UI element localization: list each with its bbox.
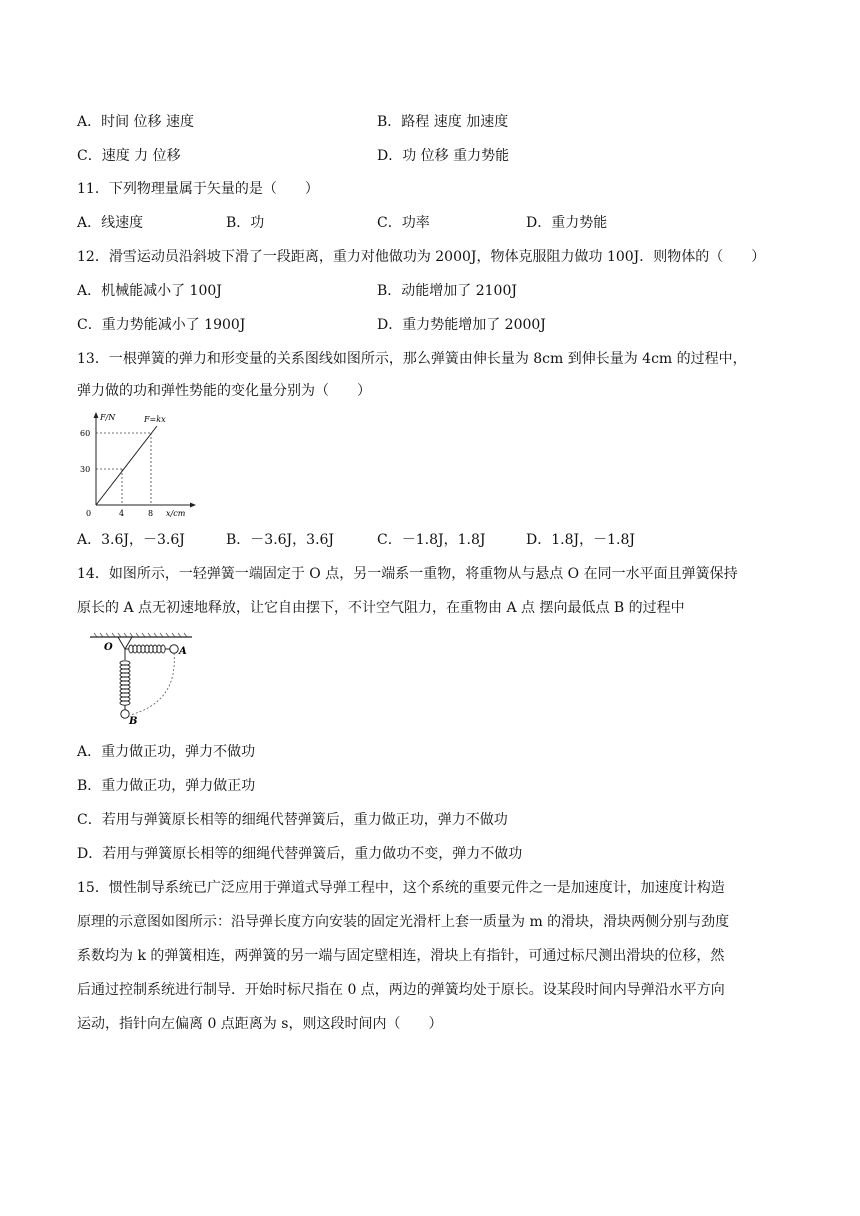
q11-option-c: C．功率 (377, 215, 430, 231)
q14-option-c: C．若用与弹簧原长相等的细绳代替弹簧后，重力做正功，弹力不做功 (77, 812, 508, 828)
q13-stem-line1: 13．一根弹簧的弹力和形变量的关系图线如图所示，那么弹簧由伸长量为 8cm 到伸长量为 4cm 的过程中， (77, 351, 747, 367)
q15-stem-line1: 15．惯性制导系统已广泛应用于弹道式导弹工程中，这个系统的重要元件之一是加速度计，加速度计构造 (77, 880, 725, 896)
q10-option-b: B．路程 速度 加速度 (377, 114, 509, 130)
q10-option-c: C．速度 力 位移 (77, 148, 181, 164)
graph-x-tick-4: 4 (119, 509, 125, 518)
q13-option-b: B．－3.6J，3.6J (226, 532, 335, 548)
q15-stem-line2: 原理的示意图如图所示：沿导弹长度方向安装的固定光滑杆上套一质量为 m 的滑块，滑块两侧分别与劲度 (77, 914, 730, 930)
q13-option-d: D．1.8J，－1.8J (526, 532, 635, 548)
graph-y-tick-60: 60 (80, 429, 91, 438)
graph-line-label: F=kx (144, 415, 166, 424)
q14-option-b: B．重力做正功，弹力做正功 (77, 778, 256, 794)
q15-stem-line4: 后通过控制系统进行制导．开始时标尺指在 0 点，两边的弹簧均处于原长。设某段时间内导弹沿水平方向 (77, 982, 725, 998)
q12-option-a: A．机械能减小了 100J (77, 283, 222, 299)
q13-stem-line2: 弹力做的功和弹性势能的变化量分别为（ ） (77, 383, 371, 399)
q12-option-c: C．重力势能减小了 1900J (77, 317, 246, 333)
q15-stem-line5: 运动，指针向左偏离 0 点距离为 s，则这段时间内（ ） (77, 1016, 443, 1032)
q11-option-d: D．重力势能 (526, 215, 608, 231)
q11-option-a: A．线速度 (77, 215, 144, 231)
graph-y-label: F/N (100, 413, 116, 422)
q14-spring-pendulum-figure (86, 632, 198, 726)
figure-label-a: A (179, 646, 187, 657)
q13-option-a: A．3.6J，－3.6J (77, 532, 185, 548)
graph-origin: 0 (86, 509, 92, 518)
graph-x-tick-8: 8 (148, 509, 154, 518)
q14-stem-line1: 14．如图所示，一轻弹簧一端固定于 O 点，另一端系一重物，将重物从与悬点 O 在同一水平面且弹簧保持 (77, 566, 738, 582)
q11-option-b: B．功 (226, 215, 265, 231)
figure-label-o: O (104, 642, 113, 653)
graph-x-label: x/cm (166, 509, 186, 518)
q12-stem: 12．滑雪运动员沿斜坡下滑了一段距离，重力对他做功为 2000J，物体克服阻力做功 100J．则物体的（ ） (77, 249, 766, 265)
q14-stem-line2: 原长的 A 点无初速地释放，让它自由摆下，不计空气阻力，在重物由 A 点 摆向最低点 B 的过程中 (77, 600, 685, 616)
q12-option-d: D．重力势能增加了 2000J (377, 317, 546, 333)
q10-option-d: D．功 位移 重力势能 (377, 148, 510, 164)
q13-force-extension-graph (74, 408, 204, 523)
q11-stem: 11．下列物理量属于矢量的是（ ） (77, 181, 319, 197)
graph-y-tick-30: 30 (80, 465, 91, 474)
q14-option-a: A．重力做正功，弹力不做功 (77, 744, 256, 760)
q13-option-c: C．－1.8J，1.8J (377, 532, 486, 548)
figure-label-b: B (129, 716, 138, 726)
q12-option-b: B．动能增加了 2100J (377, 283, 517, 299)
q15-stem-line3: 系数均为 k 的弹簧相连，两弹簧的另一端与固定壁相连，滑块上有指针，可通过标尺测出滑块的位移，然 (77, 948, 725, 964)
q10-option-a: A．时间 位移 速度 (77, 114, 195, 130)
q14-option-d: D．若用与弹簧原长相等的细绳代替弹簧后，重力做功不变，弹力不做功 (77, 846, 523, 862)
